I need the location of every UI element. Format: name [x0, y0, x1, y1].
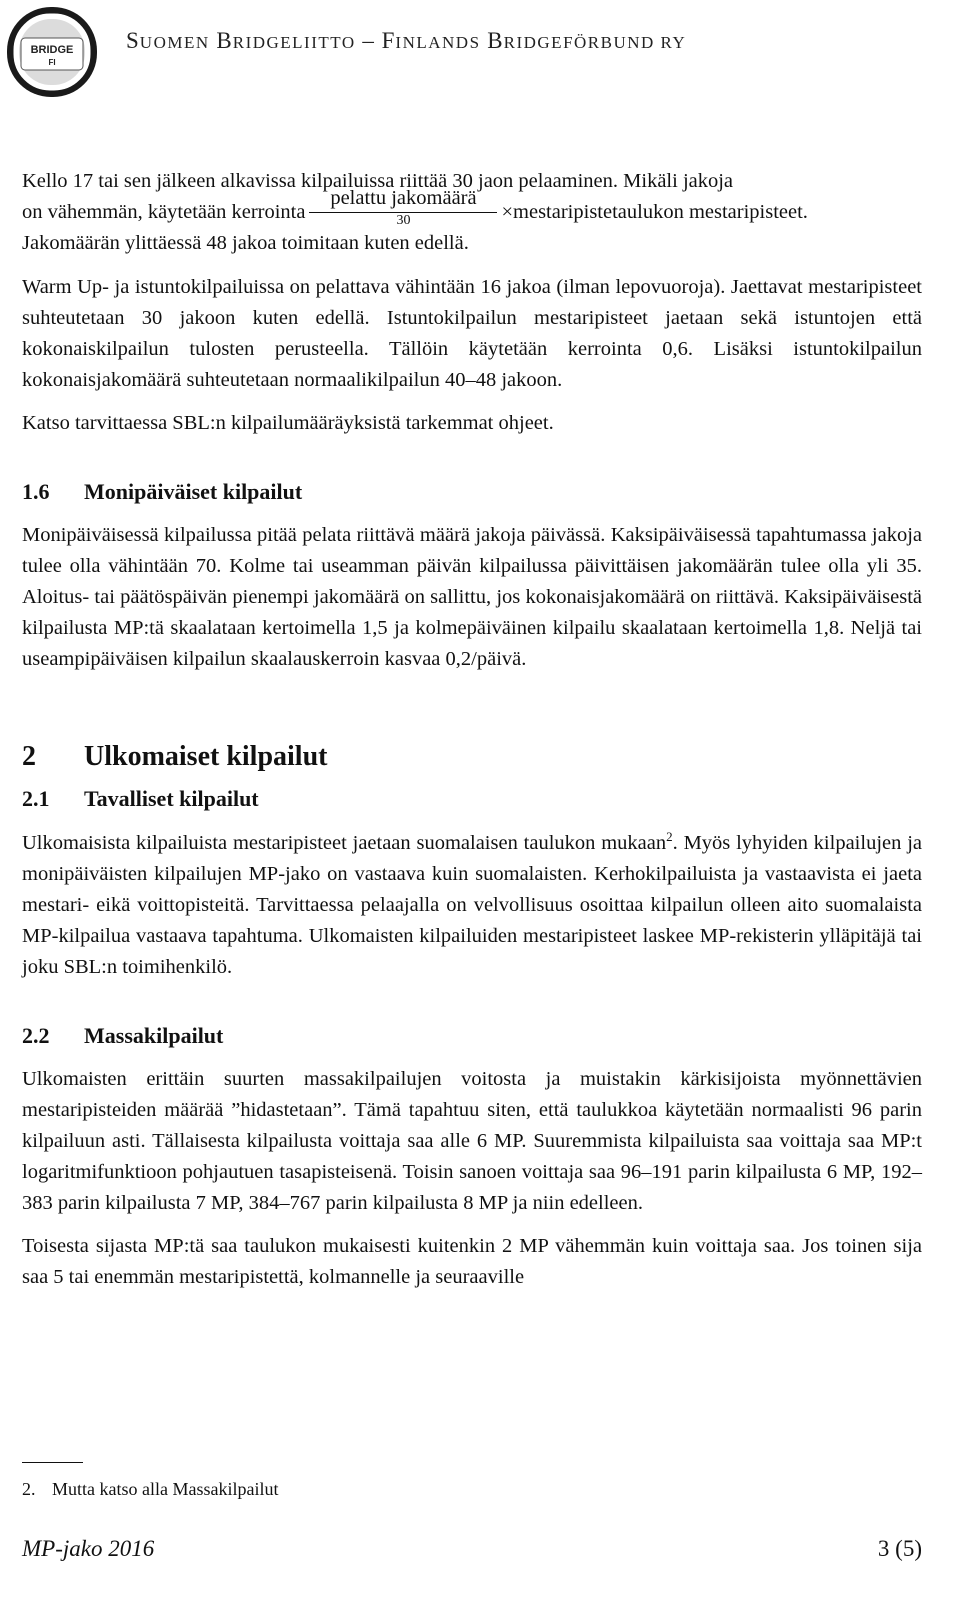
page-header	[0, 0, 960, 110]
footer-page-number: 3 (5)	[877, 1536, 922, 1561]
paragraph-warm-up: Warm Up- ja istuntokilpailuissa on pelattava vähintään 16 jakoa (ilman lepovuoroja). Jaettavat mestaripisteet suhteutetaan 30 jakoon kuten edellä. Istuntokilpailun mestaripisteet jaetaan sekä istuntojen että kokonaiskilpailun tulosten perusteella. Tällöin käytetään kerrointa 0,6. Lisäksi istuntokilpailun kokonaisjakomäärä suhteutetaan normaalikilpailun 40–48 jakoon.	[22, 276, 922, 391]
organization-name	[126, 28, 686, 54]
org-word: FINLANDS	[381, 28, 481, 53]
paragraph-text: Ulkomaisista kilpailuista mestaripisteet jaetaan suomalaisen taulukon mukaan	[22, 832, 667, 854]
page-content	[22, 166, 922, 1293]
paragraph-massakilpailut: Ulkomaisten erittäin suurten massakilpailujen voitosta ja muistakin kärkisijoista myönnettävien mestaripisteiden määrää ”hidastetaan”. Tämä tapahtuu siten, että taulukkoa käytetään normaalisti 96 parin kilpailuun asti. Tällaisesta kilpailusta voittaja saa alle 6 MP. Suuremmista kilpailuista saa voittaja saa MP:t logaritmifunktioon pohjautuen tasapisteisenä. Toisin sanoen voittaja saa 96–191 parin kilpailusta 6 MP, 192–383 parin kilpailusta 7 MP, 384–767 parin kilpailusta 8 MP ja niin edelleen.	[22, 1068, 922, 1214]
formula-line	[22, 187, 922, 228]
footnote-text: Mutta katso alla Massakilpailut	[52, 1479, 279, 1499]
fraction-denominator: 30	[396, 213, 411, 228]
formula-text-after: ×mestaripistetaulukon mestaripisteet.	[501, 201, 808, 223]
chapter-title: Ulkomaiset kilpailut	[84, 741, 328, 772]
footnote-divider	[22, 1462, 83, 1463]
section-number: 2.1	[22, 786, 50, 811]
bridge-logo-icon	[2, 2, 102, 102]
paragraph-line: Jakomäärän ylittäessä 48 jakoa toimitaan kuten edellä.	[22, 232, 469, 254]
chapter-heading-2	[22, 739, 922, 775]
paragraph-line: Kello 17 tai sen jälkeen alkavissa kilpailuissa riittää 30 jaon pelaaminen. Mikäli jakoja	[22, 170, 734, 192]
fraction-numerator: pelattu jakomäärä	[330, 187, 477, 209]
section-number: 2.2	[22, 1023, 50, 1048]
org-dash: –	[362, 28, 375, 53]
logo-text-bridge: BRIDGE	[30, 44, 74, 56]
org-word: BRIDGELIITTO	[216, 28, 356, 53]
footnote-reference[interactable]: 2	[666, 829, 673, 844]
paragraph-kello	[22, 166, 922, 259]
section-heading-2-2	[22, 1021, 922, 1051]
footer-document-title: MP-jako 2016	[22, 1536, 155, 1561]
section-heading-2-1	[22, 784, 922, 814]
formula-text-before: on vähemmän, käytetään kerrointa	[22, 201, 306, 223]
paragraph-ulkomaisista	[22, 828, 922, 983]
section-title: Tavalliset kilpailut	[84, 786, 259, 811]
paragraph-katso: Katso tarvittaessa SBL:n kilpailumääräyksistä tarkemmat ohjeet.	[22, 412, 554, 434]
section-heading-1-6	[22, 477, 922, 507]
org-word: SUOMEN	[126, 28, 210, 53]
paragraph-toisesta: Toisesta sijasta MP:tä saa taulukon mukaisesti kuitenkin 2 MP vähemmän kuin voittaja saa. Jos toinen sija saa 5 tai enemmän mestaripistettä, kolmannelle ja seuraaville	[22, 1235, 922, 1288]
paragraph-text: . Myös lyhyiden kilpailujen ja monipäiväisten kilpailujen MP-jako on vastaava kuin suomalaisten. Kerhokilpailuista ja vastaavista ei jaeta mestari- eikä voittopisteitä. Tarvittaessa pelaajalla on velvollisuus osoittaa kilpailun olleen aito suomalaista MP-kilpailua vastaava tapahtuma. Ulkomaisten kilpailuiden mestaripisteet laskee MP-rekisterin ylläpitäjä tai joku SBL:n toimihenkilö.	[22, 832, 922, 978]
section-title: Monipäiväiset kilpailut	[84, 479, 303, 504]
org-word: BRIDGEFÖRBUND RY	[487, 28, 687, 53]
fraction	[309, 187, 497, 228]
paragraph-monipaivaiset: Monipäiväisessä kilpailussa pitää pelata riittävä määrä jakoja päivässä. Kaksipäiväisessä tapahtumassa jakoja tulee olla vähintään 70. Kolme tai useamman päivän kilpailussa päivittäisen jakomäärän tulee olla yli 35. Aloitus- tai päätöspäivän pienempi jakomäärä on sallittu, jos kokonaisjakomäärä on riittävä. Kaksipäiväisestä kilpailusta MP:tä skaalataan kertoimella 1,5 ja kolmepäiväinen kilpailu skaalataan kertoimella 1,8. Neljä tai useampipäiväisen kilpailun skaalauskerroin kasvaa 0,2/päivä.	[22, 524, 922, 670]
section-number: 1.6	[22, 479, 50, 504]
footnote-number: 2.	[22, 1479, 36, 1499]
logo-text-fi: FI	[48, 58, 56, 67]
section-title: Massakilpailut	[84, 1023, 224, 1048]
footnote	[22, 1479, 278, 1500]
chapter-number: 2	[22, 741, 36, 772]
